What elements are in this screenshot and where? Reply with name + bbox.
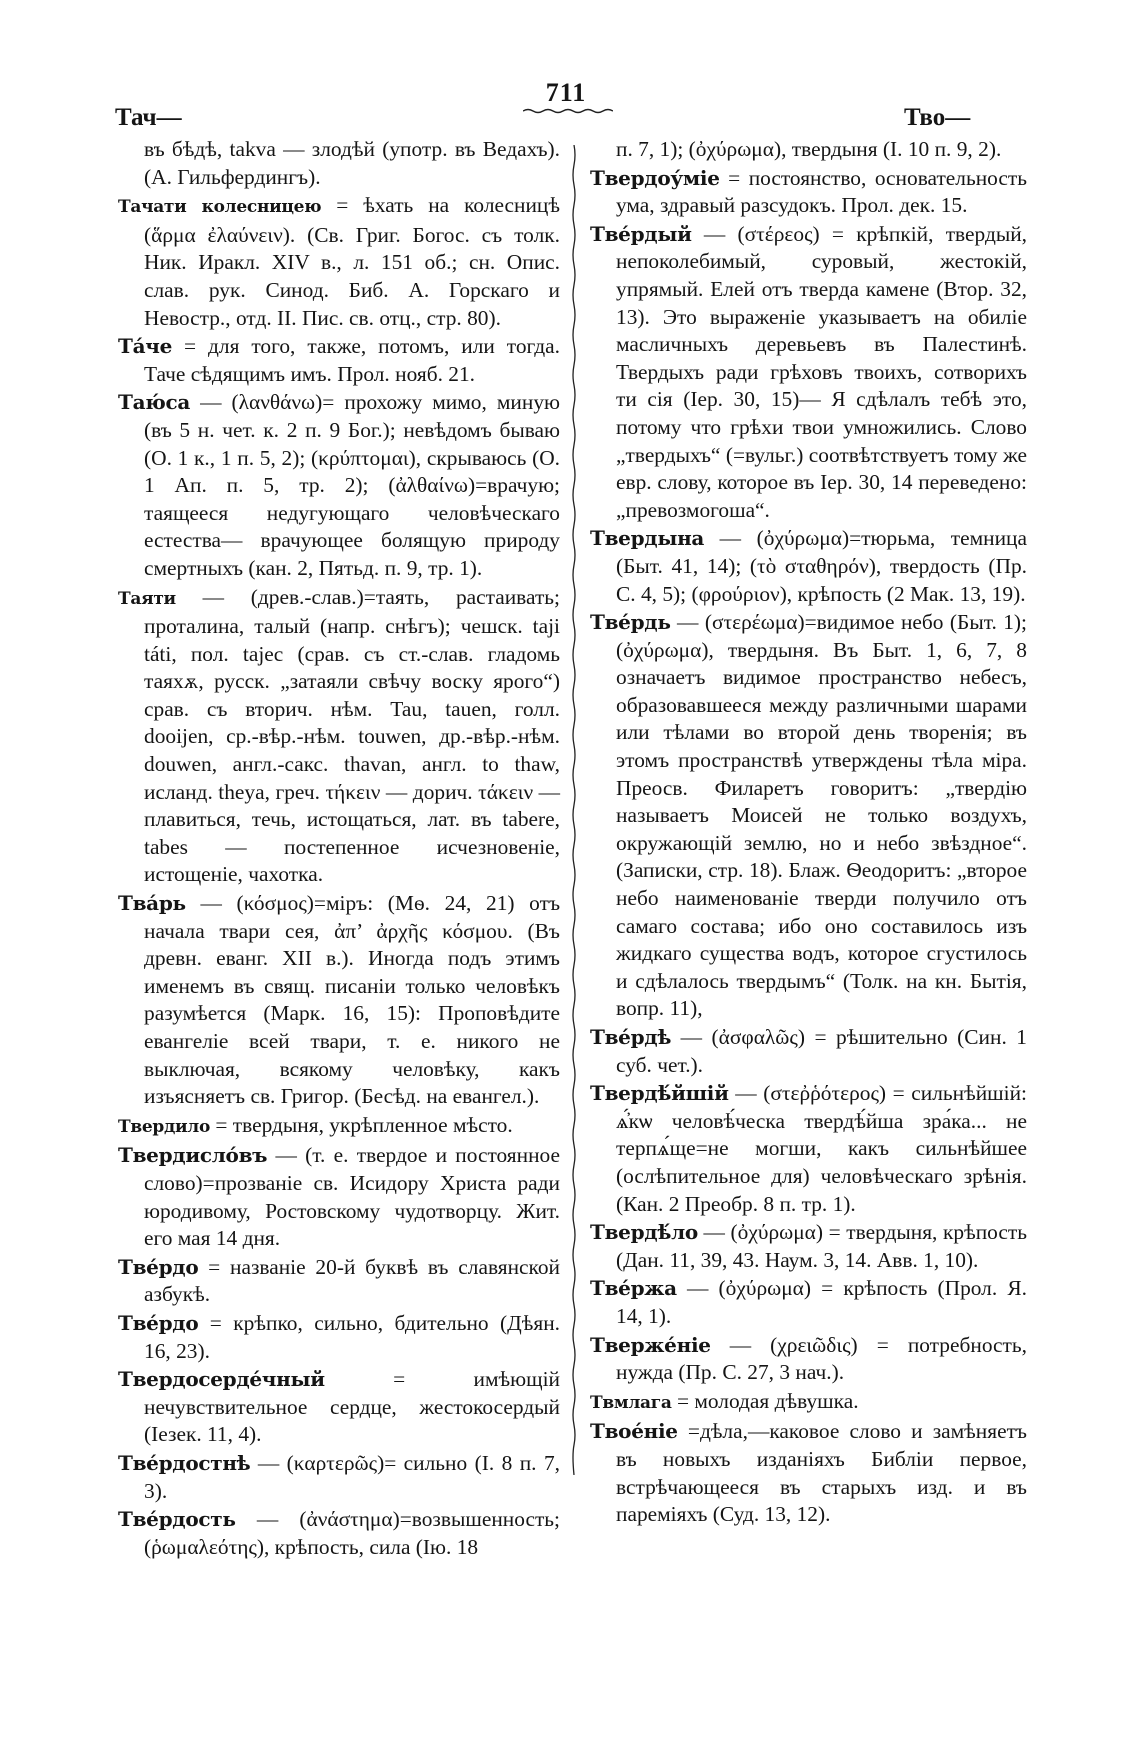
entry-headword: Тачати колесницею	[118, 197, 322, 218]
entry-headword: Тверже́ніе	[590, 1332, 711, 1357]
dictionary-entry	[590, 1275, 1027, 1330]
page-number-wavy-rule	[523, 108, 613, 114]
entry-headword: Тве́рдый	[590, 221, 692, 246]
entry-text: — (ὀχύρωμα) = крѣпость (Прол. Я. 14, 1).	[616, 1276, 1027, 1328]
entry-text: = твердыня, укрѣпленное мѣсто.	[215, 1112, 513, 1137]
running-head-left: Тач—	[115, 104, 182, 131]
entry-text: = молодая дѣвушка.	[676, 1388, 859, 1413]
entry-text: — (στέρεος) = крѣпкій, твердый, непоколебимый, суровый, жестокій, упрямый. Елей отъ тверда камене (Втор. 32, 13). Это выраженіе указываетъ на обиліе масличныхъ деревьевъ въ Палестинѣ. Твердыхъ ради грѣховъ твоихъ, сотворихъ ти сія (Іер. 30, 15)— Я сдѣлалъ тебѣ это, потому что грѣхи твои умножились. Слово „твердыхъ“ (=вульг.) соотвѣтствуетъ тому же евр. слову, которое въ Іер. 30, 14 переведено: „превозмогоша“.	[616, 221, 1027, 522]
entry-headword: Таю́са	[118, 390, 190, 415]
dictionary-entry	[590, 609, 1027, 1023]
dictionary-entry	[590, 136, 1027, 164]
dictionary-entry	[590, 1219, 1027, 1274]
dictionary-entry	[118, 333, 560, 388]
entry-text: — (ἀνάστημα)=возвышенность; (ῥωμαλεότης), крѣпость, сила (Ію. 18	[144, 1507, 560, 1559]
entry-text: — (στερέωμα)=видимое небо (Быт. 1); (ὀχύρωμα), твердыня. Въ Быт. 1, 6, 7, 8 означаетъ видимое пространство небесъ, образовавшееся между различными шарами или тѣлами во второй день творенія; въ этомъ пространствѣ утверждены тѣла міра. Преосв. Филаретъ говоритъ: „твердію называетъ Моисей не только воздухъ, окружающій землю, но и небо звѣздное“. (Записки, стр. 18). Блаж. Ѳеодоритъ: „второе небо наименованіе тверди получило отъ самаго состава; ибо оно составилось изъ жидкаго существа водъ, которое сгустилось и сдѣлалось твердымъ“ (Толк. на кн. Бытія, вопр. 11),	[616, 610, 1027, 1021]
running-head-right: Тво—	[904, 104, 971, 131]
entry-text: = ѣхать на колесницѣ (ἅρμα ἐλαύνειν). (Св. Григ. Богос. съ толк. Ник. Иракл. XIV в., л. 151 об.; сн. Опис. слав. рук. Синод. Биб. А. Горскаго и Невостр., отд. II. Пис. св. отц., стр. 80).	[144, 193, 560, 330]
column-divider	[570, 145, 578, 1475]
right-column	[590, 136, 1027, 1530]
entry-headword: Тве́рдостнѣ	[118, 1450, 251, 1475]
entry-text: = названіе 20-й буквѣ въ славянской азбукѣ.	[144, 1254, 560, 1307]
entry-headword: Тве́рдо	[118, 1254, 199, 1279]
entry-headword: Тве́рдь	[590, 610, 671, 635]
dictionary-entry	[118, 1506, 560, 1561]
entry-text: — (κόσμος)=міръ: (Мѳ. 24, 21) отъ начала твари сея, ἀπ’ ἀρχῆς κόσμου. (Въ древн. еванг. XII в.). Иногда подъ этимъ именемъ въ свящ. писаніи только человѣкъ разумѣется (Марк. 16, 15): Проповѣдите евангеліе всей твари, т. е. никого не выключая, всякому человѣку, какъ изъясняетъ св. Григор. (Бесѣд. на евангел.).	[144, 891, 560, 1109]
dictionary-entry	[590, 1080, 1027, 1218]
dictionary-entry	[118, 1112, 560, 1142]
dictionary-entry	[590, 1332, 1027, 1387]
entry-headword: Тве́ржа	[590, 1276, 677, 1301]
dictionary-entry	[118, 1450, 560, 1505]
entry-headword: Тва́рь	[118, 891, 186, 916]
entry-headword: Твмлага	[590, 1392, 672, 1413]
dictionary-entry	[590, 221, 1027, 525]
entry-text: =дѣла,—каковое слово и замѣняетъ въ новыхъ изданіяхъ Библіи первое, встрѣчающееся въ старыхъ изд. и въ пареміяхъ (Суд. 13, 12).	[616, 1419, 1027, 1527]
entry-headword: Та́че	[118, 334, 173, 359]
left-column	[118, 136, 560, 1562]
entry-text: — (χρειῶδις) = потребность, нужда (Пр. С. 27, 3 нач.).	[616, 1332, 1027, 1385]
entry-headword: Твердѣ́ло	[590, 1220, 698, 1245]
dictionary-entry	[590, 1388, 1027, 1418]
entry-text: — (т. е. твердое и постоянное слово)=прозваніе св. Исидору Христа ради юродивому, Ростовскому чудотворцу. Жит. его мая 14 дня.	[144, 1143, 560, 1251]
page-number: 711	[545, 78, 587, 107]
dictionary-entry	[590, 1024, 1027, 1079]
entry-text: = крѣпко, сильно, бдительно (Дѣян. 16, 23).	[144, 1310, 560, 1363]
entry-headword: Твердоу́міе	[590, 165, 720, 190]
entry-text: — (ἀσφαλῶς) = рѣшительно (Син. 1 суб. чет.).	[616, 1025, 1027, 1077]
entry-text: — (ὀχύρωμα) = твердыня, крѣпость (Дан. 11, 39, 43. Наум. 3, 14. Авв. 1, 10).	[616, 1220, 1027, 1272]
dictionary-entry	[118, 192, 560, 332]
entry-headword: Твердисло́въ	[118, 1143, 268, 1168]
entry-headword: Твердѣ́йшій	[590, 1081, 729, 1106]
dictionary-entry	[118, 584, 560, 890]
entry-text: въ бѣдѣ, takva — злодѣй (употр. въ Ведахъ). (А. Гильфердингъ).	[144, 137, 560, 189]
entry-headword: Тве́рдѣ	[590, 1025, 672, 1049]
entry-headword: Таяти	[118, 588, 176, 609]
entry-headword: Твое́ніе	[590, 1419, 678, 1444]
entry-text: = для того, также, потомъ, или тогда. Таче сѣдящимъ имъ. Прол. нояб. 21.	[144, 334, 560, 386]
entry-headword: Твердосерде́чный	[118, 1367, 325, 1392]
entry-headword: Твердило	[118, 1116, 211, 1137]
entry-text: — (λανθάνω)= прохожу мимо, миную (въ 5 н. чет. к. 2 п. 9 Бог.); невѣдомъ бываю (О. 1 к., 1 п. 5, 2); (κρύπτομαι), скрываюсь (О. 1 Ап. п. 5, тр. 2); (ἀλθαίνω)=врачую; таящееся недугующаго человѣческаго естества— врачующее болящую природу смертныхъ (кан. 2, Пятьд. п. 9, тр. 1).	[144, 390, 560, 580]
entry-text: = постоянство, основательность ума, здравый разсудокъ. Прол. дек. 15.	[616, 165, 1027, 218]
entry-headword: Тве́рдость	[118, 1507, 236, 1532]
entry-text: — (στεῤῥότερος) = сильнѣйшій: ѧ҆́кѡ человѣ́ческа твердѣ́йша зра́ка... не терпѧ́ще=не могши, какъ сильнѣйшее (ослѣпительное для) человѣческаго зрѣнія. (Кан. 2 Преобр. 8 п. тр. 1).	[616, 1081, 1027, 1216]
entry-text: п. 7, 1); (ὀχύρωμα), твердыня (І. 10 п. 9, 2).	[616, 137, 1002, 161]
entry-text: = имѣющій нечувствительное сердце, жестокосердый (Іезек. 11, 4).	[144, 1367, 560, 1447]
dictionary-entry	[590, 525, 1027, 608]
dictionary-entry	[118, 136, 560, 191]
entry-headword: Твердына	[590, 526, 705, 551]
entry-headword: Тве́рдо	[118, 1310, 199, 1335]
dictionary-entry	[118, 890, 560, 1111]
dictionary-entry	[590, 1418, 1027, 1528]
entry-text: — (καρτερῶς)= сильно (І. 8 п. 7, 3).	[144, 1450, 560, 1503]
dictionary-entry	[118, 1254, 560, 1309]
entry-text: — (древ.-слав.)=таять, растаивать; проталина, талый (напр. снѣгъ); чешск. taji táti, пол. tajec (срав. съ ст.-слав. гладомь таяхѫ, русск. „затаяли свѣчу воску ярого“) срав. съ вторич. нѣм. Tau, tauen, голл. dooijen, ср.-вѣр.-нѣм. touwen, др.-вѣр.-нѣм. douwen, англ.-сакс. thavan, англ. to thaw, исланд. theya, греч. τήκειν — дорич. τάκειν — плавиться, течь, истощаться, лат. въ tabere, tabes — постепенное исчезновеніе, истощеніе, чахотка.	[144, 584, 560, 887]
dictionary-entry	[118, 389, 560, 582]
dictionary-entry	[590, 165, 1027, 220]
dictionary-entry	[118, 1310, 560, 1365]
entry-text: — (ὀχύρωμα)=тюрьма, темница (Быт. 41, 14); (τὸ σταθηρόν), твердость (Пр. С. 4, 5); (φρούριον), крѣпость (2 Мак. 13, 19).	[616, 526, 1027, 606]
dictionary-entry	[118, 1142, 560, 1252]
dictionary-entry	[118, 1366, 560, 1449]
